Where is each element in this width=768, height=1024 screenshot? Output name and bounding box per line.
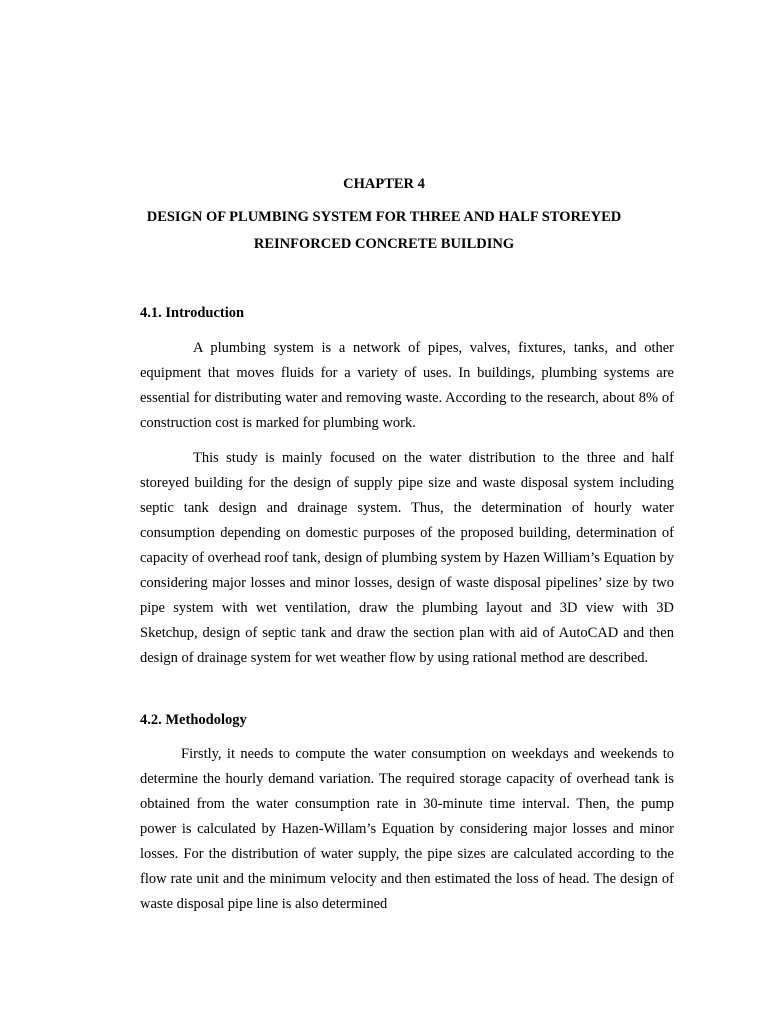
section-heading-introduction: 4.1. Introduction <box>140 305 245 321</box>
introduction-paragraph-2: This study is mainly focused on the water distribution to the three and half storeyed building for the design of supply pipe size and waste disposal system including septic tank design and drainage system. Thus, the determination of hourly water consumption depending on domestic purposes of the proposed building, determination of capacity of overhead roof tank, design of plumbing system by Hazen William’s Equation by considering major losses and minor losses, design of waste disposal pipelines’ size by two pipe system with wet ventilation, draw the plumbing layout and 3D view with 3D Sketchup, design of septic tank and draw the section plan with aid of AutoCAD and then design of drainage system for wet weather flow by using rational method are described. <box>140 450 674 666</box>
methodology-paragraph-1: Firstly, it needs to compute the water consumption on weekdays and weekends to determine the hourly demand variation. The required storage capacity of overhead tank is obtained from the water consumption rate in 30-minute time interval. Then, the pump power is calculated by Hazen-Willam’s Equation by considering major losses and minor losses. For the distribution of water supply, the pipe sizes are calculated according to the flow rate unit and the minimum velocity and then estimated the loss of head. The design of waste disposal pipe line is also determined <box>140 746 674 912</box>
chapter-title-line-1: DESIGN OF PLUMBING SYSTEM FOR THREE AND HALF STOREYED <box>146 209 622 225</box>
chapter-title-line-2: REINFORCED CONCRETE BUILDING <box>253 236 515 252</box>
section-heading-methodology: 4.2. Methodology <box>140 712 247 728</box>
introduction-paragraph-1: A plumbing system is a network of pipes, valves, fixtures, tanks, and other equipment that moves fluids for a variety of uses. In buildings, plumbing systems are essential for distributing water and removing waste. According to the research, about 8% of construction cost is marked for plumbing work. <box>140 340 674 431</box>
chapter-label: CHAPTER 4 <box>343 176 425 192</box>
